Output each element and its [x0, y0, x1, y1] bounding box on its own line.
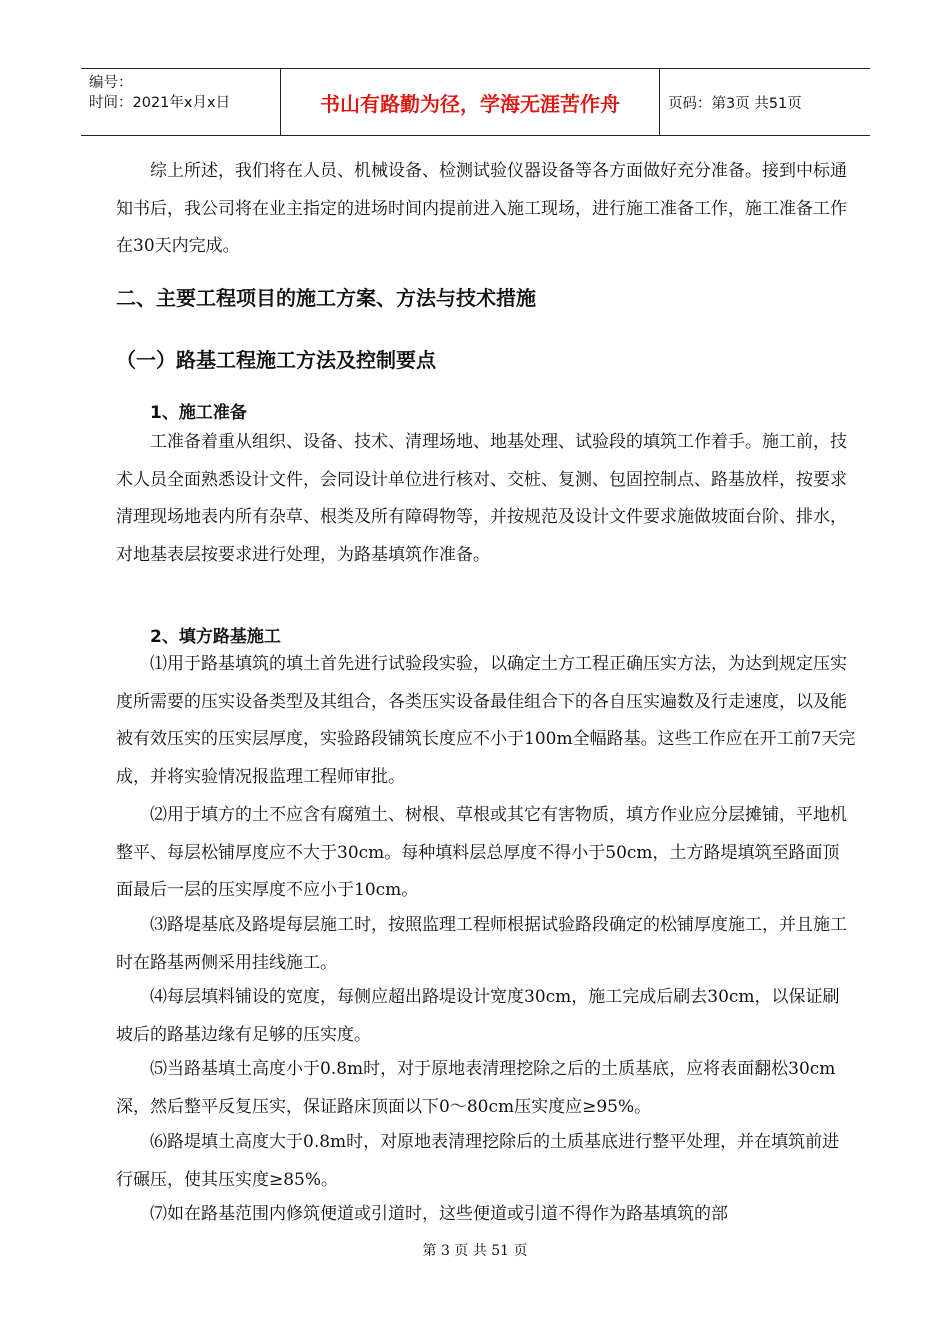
item2-title: 2、填方路基施工: [150, 627, 281, 647]
header-meta: [81, 69, 281, 135]
subsection-title: （一）路基工程施工方法及控制要点: [116, 348, 436, 372]
item2-paragraph-1: ⑴用于路基填筑的填土首先进行试验段实验，以确定土方工程正确压实方法，为达到规定压实度所需要的压实设备类型及其组合，各类压实设备最佳组合下的各自压实遍数及行走速度，以及能被有效压实的压实层厚度，实验路段铺筑长度应不小于100m全幅路基。这些工作应在开工前7天完成，并将实验情况报监理工程师审批。: [116, 654, 856, 788]
page-header: [81, 68, 870, 136]
item2-paragraph-4: ⑷每层填料铺设的宽度，每侧应超出路堤设计宽度30cm，施工完成后刷去30cm，以保证刷坡后的路基边缘有足够的压实度。: [116, 987, 840, 1045]
section-title: 二、主要工程项目的施工方案、方法与技术措施: [116, 286, 536, 310]
header-page-info: 页码：第3页 共51页: [668, 95, 802, 112]
header-motto: 书山有路勤为径，学海无涯苦作舟: [281, 69, 660, 135]
date-label: 时间：2021年x月x日: [89, 95, 231, 111]
intro-paragraph: 综上所述，我们将在人员、机械设备、检测试验仪器设备等各方面做好充分准备。接到中标通知书后，我公司将在业主指定的进场时间内提前进入施工现场，进行施工准备工作，施工准备工作在30天内完成。: [116, 161, 847, 257]
item2-paragraph-2: ⑵用于填方的土不应含有腐殖土、树根、草根或其它有害物质，填方作业应分层摊铺，平地机整平、每层松铺厚度应不大于30cm。每种填料层总厚度不得小于50cm，土方路堤填筑至路面顶面最后一层的压实厚度不应小于10cm。: [116, 805, 847, 901]
item2-paragraph-3: ⑶路堤基底及路堤每层施工时，按照监理工程师根据试验路段确定的松铺厚度施工，并且施工时在路基两侧采用挂线施工。: [116, 915, 847, 973]
item1-paragraph: 工准备着重从组织、设备、技术、清理场地、地基处理、试验段的填筑工作着手。施工前，技术人员全面熟悉设计文件，会同设计单位进行核对、交桩、复测、包固控制点、路基放样，按要求清理现场地表内所有杂草、根类及所有障碍物等，并按规范及设计文件要求施做坡面台阶、排水，对地基表层按要求进行处理，为路基填筑作准备。: [116, 432, 847, 566]
number-label: 编号：: [89, 75, 133, 91]
item2-paragraph-5: ⑸当路基填土高度小于0.8m时，对于原地表清理挖除之后的土质基底，应将表面翻松30cm深，然后整平反复压实，保证路床顶面以下0～80cm压实度应≥95%。: [116, 1059, 836, 1117]
item2-paragraph-7: ⑺如在路基范围内修筑便道或引道时，这些便道或引道不得作为路基填筑的部: [150, 1204, 728, 1224]
page-footer: 第 3 页 共 51 页: [422, 1243, 528, 1259]
item2-paragraph-6: ⑹路堤填土高度大于0.8m时，对原地表清理挖除后的土质基底进行整平处理，并在填筑前进行碾压，使其压实度≥85%。: [116, 1132, 840, 1190]
item1-title: 1、施工准备: [150, 403, 247, 423]
